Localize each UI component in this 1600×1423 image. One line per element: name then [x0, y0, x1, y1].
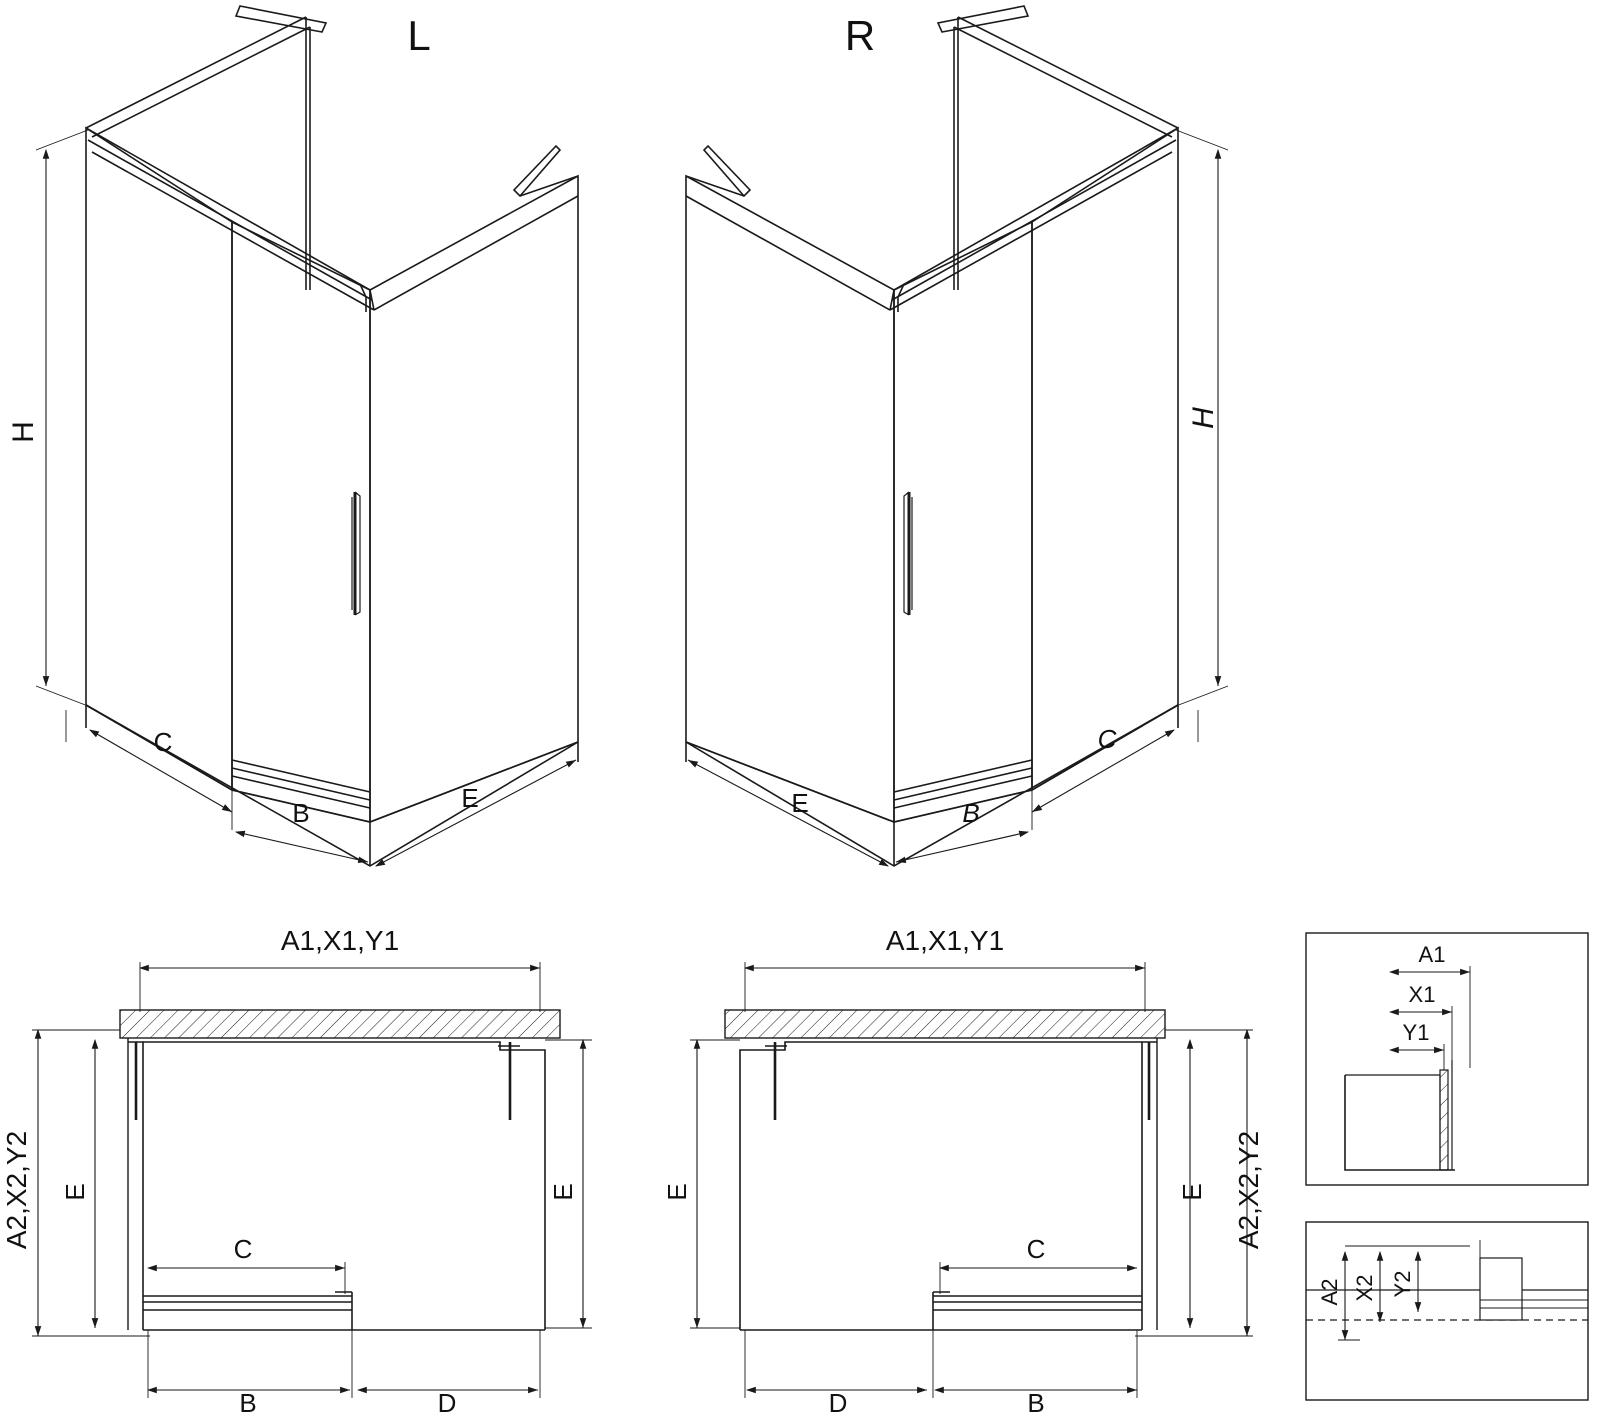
iso-left-label-H: H — [7, 421, 40, 443]
detail-bottom-label-X2: X2 — [1352, 1274, 1377, 1302]
plan-left-label-E-left: E — [60, 1183, 90, 1201]
iso-right-label-H: H — [1187, 407, 1220, 429]
detail-top-label-A1: A1 — [1418, 942, 1446, 967]
plan-left-label-A1X1Y1: A1,X1,Y1 — [280, 925, 400, 956]
iso-left-label-C: C — [153, 727, 173, 757]
plan-left-label-D: D — [437, 1388, 457, 1418]
iso-right-label-E: E — [791, 788, 809, 818]
plan-right-label-E-right: E — [1177, 1183, 1207, 1201]
plan-left-label-B: B — [239, 1388, 257, 1418]
plan-right-label-A2X2Y2: A2,X2,Y2 — [1233, 1130, 1264, 1250]
iso-left-label-E: E — [461, 783, 479, 813]
plan-left-label-C: C — [233, 1234, 253, 1264]
detail-top-view — [1306, 933, 1588, 1185]
plan-right-label-D: D — [828, 1388, 848, 1418]
detail-bottom-frame — [1306, 1222, 1588, 1400]
plan-left-wall-profile — [120, 1010, 560, 1038]
plan-left-label-A2X2Y2: A2,X2,Y2 — [1, 1130, 32, 1250]
plan-right-label-B: B — [1027, 1388, 1045, 1418]
detail-top-label-X1: X1 — [1408, 982, 1436, 1007]
detail-bottom-label-Y2: Y2 — [1390, 1270, 1415, 1298]
plan-left-label-E-right: E — [548, 1183, 578, 1201]
plan-right-label-E-left: E — [662, 1183, 692, 1201]
detail-bottom-label-A2: A2 — [1317, 1278, 1342, 1306]
iso-right-label-B: B — [962, 798, 980, 828]
detail-top-label-Y1: Y1 — [1402, 1020, 1430, 1045]
iso-right-handing-label: R — [844, 12, 876, 59]
iso-right-label-C: C — [1097, 724, 1117, 754]
detail-top-glass-profile — [1440, 1070, 1448, 1170]
detail-bottom-view — [1306, 1222, 1588, 1400]
plan-right-wall-profile — [725, 1010, 1165, 1038]
plan-right-label-A1X1Y1: A1,X1,Y1 — [885, 925, 1005, 956]
detail-bottom-profile-box — [1480, 1258, 1522, 1320]
iso-left-handing-label: L — [407, 12, 431, 59]
plan-right-label-C: C — [1026, 1234, 1046, 1264]
iso-left-label-B: B — [292, 798, 310, 828]
